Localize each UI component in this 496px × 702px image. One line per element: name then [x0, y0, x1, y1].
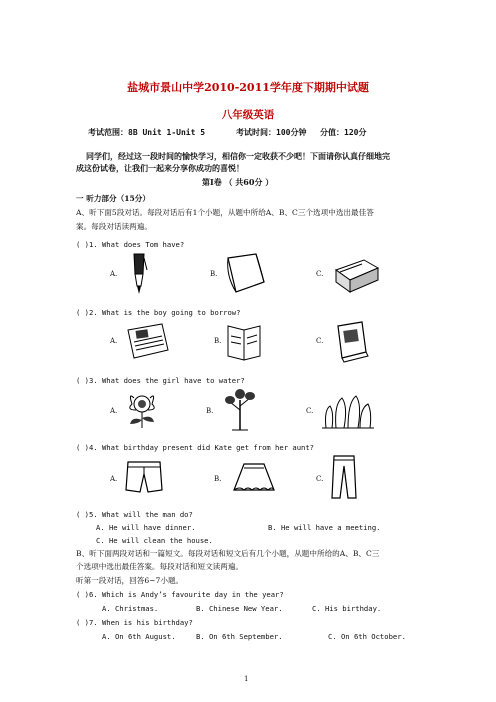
flower-icon	[122, 388, 162, 430]
q3-option-a-label: A.	[110, 407, 118, 415]
exam-scope: 考试范围：8B Unit 1-Unit 5	[88, 128, 206, 137]
q7-option-a: A. On 6th August.	[102, 632, 176, 641]
open-magazine-icon	[224, 320, 264, 364]
q1-option-a-label: A.	[110, 270, 118, 278]
q7-option-b: B. On 6th September.	[196, 632, 283, 641]
q4-option-a-label: A.	[110, 475, 118, 483]
pencil-box-icon	[332, 256, 382, 294]
question-6-stem: ( )6. Which is Andy’s favourite day in the year?	[76, 590, 284, 599]
exam-subtitle: 八年级英语	[221, 109, 275, 121]
q6-option-a: A. Christmas.	[102, 604, 159, 613]
partA-line-1: A、听下面5段对话。每段对话后有1个小题，从题中所给A、B、C三个选项中选出最佳答	[76, 208, 374, 217]
question-2-stem: ( )2. What is the boy going to borrow?	[76, 308, 241, 317]
q5-option-a: A. He will have dinner.	[96, 523, 196, 532]
pen-icon	[124, 252, 154, 296]
paper-icon	[222, 252, 268, 296]
intro-line-1: 同学们，经过这一段时间的愉快学习，相信你一定收获不少吧！下面请你认真仔细地完	[86, 151, 390, 161]
newspaper-icon	[124, 322, 172, 362]
q2-option-a-label: A.	[110, 337, 118, 345]
shorts-icon	[124, 458, 164, 496]
q6-option-c: C. His birthday.	[312, 604, 382, 613]
q7-option-c: C. On 6th October.	[328, 632, 406, 641]
q1-option-b-label: B.	[210, 270, 218, 278]
q4-option-b-label: B.	[214, 475, 222, 483]
q3-option-b-label: B.	[206, 407, 214, 415]
skirt-icon	[232, 460, 276, 494]
q3-option-c-label: C.	[306, 407, 314, 415]
question-7-stem: ( )7. When is his birthday?	[76, 618, 193, 627]
question-5-stem: ( )5. What will the man do?	[76, 510, 193, 519]
q1-option-c-label: C.	[316, 270, 324, 278]
partB-line-3: 听第一段对话，回答6~7小题。	[76, 576, 184, 585]
exam-score: 分值：120分	[320, 128, 367, 137]
trousers-icon	[330, 452, 358, 500]
q5-option-c: C. He will clean the house.	[96, 536, 213, 545]
book-icon	[330, 320, 370, 364]
section-heading: 一 听力部分（15分）	[76, 194, 150, 203]
plants-icon	[318, 386, 378, 432]
q2-option-b-label: B.	[214, 337, 222, 345]
question-4-stem: ( )4. What birthday present did Kate get from her aunt?	[76, 443, 314, 452]
partB-line-2: 个选项中选出最佳答案。每段对话和短文读两遍。	[76, 562, 244, 571]
q6-option-b: B. Chinese New Year.	[196, 604, 283, 613]
partB-line-1: B、听下面两段对话和一篇短文。每段对话和短文后有几个小题，从题中所给的A、B、C三	[76, 549, 380, 558]
exam-time: 考试时间：100分钟	[236, 128, 307, 137]
page-number: 1	[244, 675, 249, 683]
small-tree-icon	[222, 386, 258, 432]
exam-title: 盐城市景山中学2010-2011学年度下期期中试题	[127, 81, 369, 94]
partA-line-2: 案。每段对话读两遍。	[76, 222, 152, 231]
volume-label: 第Ⅰ卷 （ 共60分 ）	[202, 177, 274, 187]
q5-option-b: B. He will have a meeting.	[268, 523, 381, 532]
intro-line-2: 成这份试卷，让我们一起来分享你成功的喜悦！	[76, 163, 244, 173]
q2-option-c-label: C.	[316, 337, 324, 345]
question-1-stem: ( )1. What does Tom have?	[76, 240, 185, 249]
q4-option-c-label: C.	[316, 475, 324, 483]
question-3-stem: ( )3. What does the girl have to water?	[76, 376, 245, 385]
